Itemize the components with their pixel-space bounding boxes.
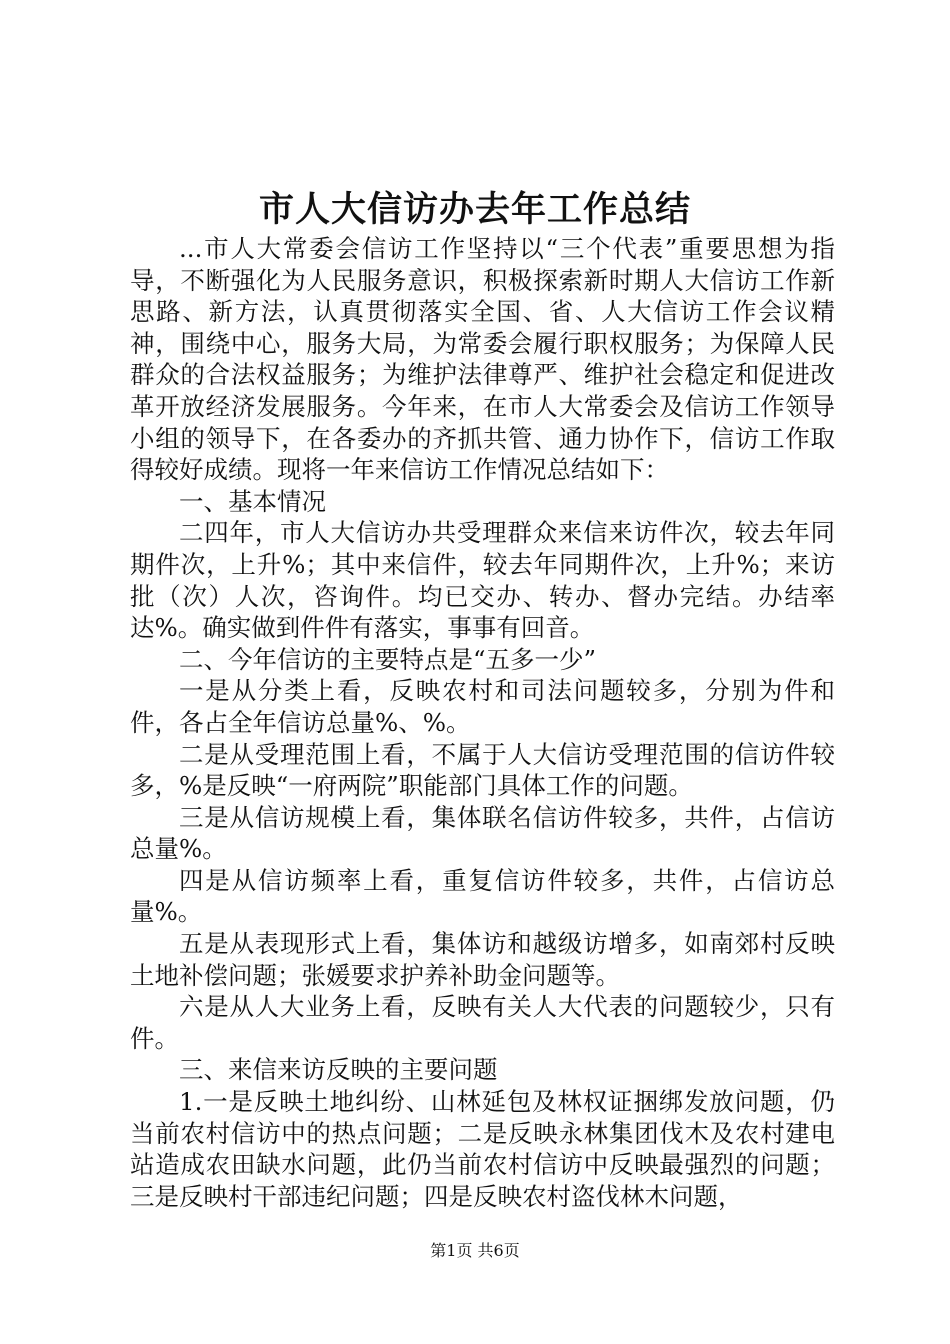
basic-situation-paragraph: 二四年，市人大信访办共受理群众来信来访件次，较去年同期件次，上升%；其中来信件，较去年同期件次，上升%；来访批（次）人次，咨询件。均已交办、转办、督办完结。办结率达%。确实做到件件有落实，事事有回音。 [130, 518, 835, 643]
section-heading-features: 二、今年信访的主要特点是“五多一少” [179, 644, 597, 674]
issues-paragraph-1: 1.一是反映土地纠纷、山林延包及林权证捆绑发放问题，仍当前农村信访中的热点问题；二是反映永林集团伐木及农村建电站造成农田缺水问题，此仍当前农村信访中反映最强烈的问题；三是反映村干部违纪问题；四是反映农村盗伐林木问题， [130, 1087, 835, 1211]
section-heading-basic: 一、基本情况 [179, 486, 326, 516]
document-body [130, 233, 835, 1212]
section-heading-issues: 三、来信来访反映的主要问题 [179, 1055, 498, 1085]
page-footer: 第1页 共6页 [430, 1241, 520, 1260]
feature-paragraph-2: 二是从受理范围上看，不属于人大信访受理范围的信访件较多，%是反映“一府两院”职能部门具体工作的问题。 [130, 739, 835, 801]
feature-paragraph-4: 四是从信访频率上看，重复信访件较多，共件，占信访总量%。 [130, 865, 835, 927]
feature-paragraph-6: 六是从人大业务上看，反映有关人大代表的问题较少，只有件。 [130, 992, 835, 1053]
feature-paragraph-1: 一是从分类上看，反映农村和司法问题较多，分别为件和件，各占全年信访总量%、%。 [130, 676, 835, 737]
feature-paragraph-5: 五是从表现形式上看，集体访和越级访增多，如南郊村反映土地补偿问题；张媛要求护养补助金问题等。 [130, 929, 835, 990]
document-title: 市人大信访办去年工作总结 [258, 189, 691, 230]
feature-paragraph-3: 三是从信访规模上看，集体联名信访件较多，共件，占信访总量%。 [130, 802, 835, 864]
intro-paragraph: ...市人大常委会信访工作坚持以“三个代表”重要思想为指导，不断强化为人民服务意识，积极探索新时期人大信访工作新思路、新方法，认真贯彻落实全国、省、人大信访工作会议精神，围绕中心，服务大局，为常委会履行职权服务；为保障人民群众的合法权益服务；为维护法律尊严、维护社会稳定和促进改革开放经济发展服务。今年来，在市人大常委会及信访工作领导小组的领导下，在各委办的齐抓共管、通力协作下，信访工作取得较好成绩。现将一年来信访工作情况总结如下： [130, 234, 835, 485]
